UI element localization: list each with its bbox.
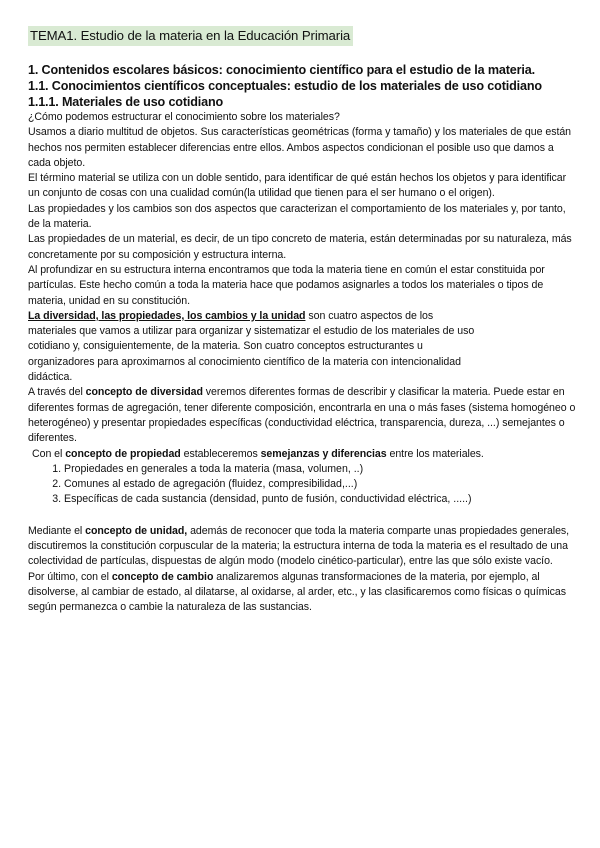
change-concept-label: concepto de cambio	[111, 570, 214, 583]
paragraph-four-concepts: La diversidad, las propiedades, los cambios y la unidad son cuatro aspectos de los materiales que vamos a utilizar para organizar y sistematizar el estudio de los materiales de uso cotidiano y, consiguientemente, de la materia. Son cuatro conceptos estructurantes u organizadores para aproximarnos al conocimiento científico de la materia con intencionalidad didáctica.	[28, 309, 475, 384]
paragraph-internal-structure: Al profundizar en su estructura interna encontramos que toda la materia tiene en común el estar constituida por partículas. Este hecho común a toda la materia hace que podamos asignarles a todos los materiales o tipos de materia, unidad en su constitución.	[28, 263, 545, 307]
heading-1-1: 1.1. Conocimientos científicos conceptuales: estudio de los materiales de uso cotidiano	[28, 79, 542, 93]
document-title: TEMA1. Estudio de la materia en la Educación Primaria	[28, 26, 353, 46]
list-item: 2. Comunes al estado de agregación (fluidez, compresibilidad,...)	[64, 477, 576, 492]
property-concept-label: concepto de propiedad	[65, 447, 181, 460]
paragraph-properties-changes: Las propiedades y los cambios son dos aspectos que caracterizan el comportamiento de los materiales y, por tanto, de la materia.	[28, 202, 566, 231]
four-concepts-highlight: La diversidad, las propiedades, los cambios y la unidad	[28, 309, 306, 322]
paragraph-unity: Mediante el concepto de unidad, además de reconocer que toda la materia comparte unas propiedades generales, discutiremos la constitución corpuscular de la materia; la estructura interna de toda la materia es el resultado de una colectividad de partículas, dispuestas de algún modo (modelo cinético-particular), entre las que sólo existe vacío.	[28, 524, 570, 568]
paragraph-material-properties: Las propiedades de un material, es decir, de un tipo concreto de materia, están determinadas por su naturaleza, más concretamente por su composición y estructura interna.	[28, 233, 572, 261]
document-page	[28, 26, 576, 616]
paragraph-diversity: A través del concepto de diversidad veremos diferentes formas de describir y clasificar la materia. Puede estar en diferentes formas de agregación, tener diferente composición, encontrarla en una o más fases (sistema homogéneo o heterogéneo) y presentar propiedades específicas (conductividad eléctrica, transparencia, dureza, ...) semejantes o diferentes.	[28, 386, 576, 445]
diversity-concept-label: concepto de diversidad	[85, 386, 203, 399]
unity-concept-label: concepto de unidad,	[85, 524, 188, 537]
properties-list	[28, 462, 576, 508]
paragraph-material-term: El término material se utiliza con un doble sentido, para identificar de qué están hechos los objetos y para identificar un conjunto de cosas con una cualidad común(la utilidad que tienen para el ser humano o el origen).	[28, 172, 567, 200]
similarities-differences-label: semejanzas y diferencias	[260, 447, 387, 460]
heading-1-1-1: 1.1.1. Materiales de uso cotidiano	[28, 95, 224, 109]
list-item: 3. Específicas de cada sustancia (densidad, punto de fusión, conductividad eléctrica, .....)	[64, 492, 576, 507]
question-paragraph: ¿Cómo podemos estructurar el conocimiento sobre los materiales?	[28, 111, 340, 123]
heading-1: 1. Contenidos escolares básicos: conocimiento científico para el estudio de la materia.	[28, 63, 535, 77]
paragraph-change: Por último, con el concepto de cambio analizaremos algunas transformaciones de la materia, por ejemplo, al disolverse, al cambiar de estado, al dilatarse, al oxidarse, al arder, etc., y las clasificaremos como físicas o químicas según permanezca o cambie la naturaleza de las sustancias.	[28, 570, 566, 614]
paragraph-property: Con el concepto de propiedad estableceremos semejanzas y diferencias entre los materiales.	[32, 447, 484, 460]
paragraph-objects: Usamos a diario multitud de objetos. Sus características geométricas (forma y tamaño) y los materiales de que están hechos nos permiten establecer diferencias entre ellos. Ambos aspectos condicionan el posible uso que damos a cada objeto.	[28, 126, 572, 169]
list-item: 1. Propiedades en generales a toda la materia (masa, volumen, ..)	[64, 462, 576, 477]
